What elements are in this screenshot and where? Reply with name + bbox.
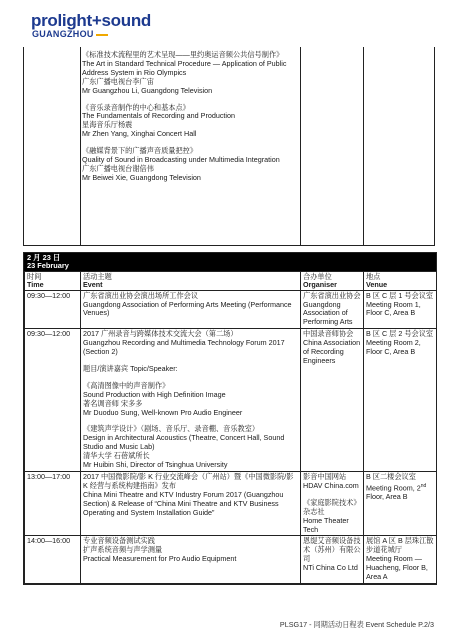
header-time-en: Time bbox=[27, 279, 44, 289]
logo-accent-bar bbox=[96, 34, 108, 36]
row-event bbox=[81, 329, 301, 472]
row-time: 09:30—12:00 bbox=[25, 329, 81, 472]
venue-en: Meeting Room — Huacheng, Floor B, Area A bbox=[366, 554, 428, 582]
logo-city-text: GUANGZHOU bbox=[32, 29, 94, 39]
header-organiser bbox=[301, 272, 364, 291]
speaker-en: Mr Duoduo Sung, Well-known Pro Audio Engineer bbox=[83, 407, 243, 417]
talk-title-cn: 《建筑声学设计》（剧场、音乐厅、录音棚、音乐教室） bbox=[83, 424, 260, 434]
organiser-cn: 影音中国网站 bbox=[303, 472, 347, 481]
venue-en-part: Floor, Area B bbox=[366, 492, 408, 502]
prolight-sound-logo bbox=[31, 12, 151, 39]
table-row bbox=[25, 536, 437, 584]
speaker-cn: 清华大学 石蓓斌所长 bbox=[83, 451, 150, 461]
day-header bbox=[24, 253, 436, 271]
row-organiser bbox=[301, 472, 364, 536]
header-event-en: Event bbox=[83, 279, 103, 289]
day-date-en: 23 February bbox=[27, 261, 69, 271]
speaker-en: Mr Zhen Yang, Xinghai Concert Hall bbox=[82, 129, 197, 139]
header-organiser-cn: 合办单位 bbox=[303, 272, 332, 281]
organiser-cn: 中国录音师协会 bbox=[303, 329, 354, 339]
talk-title-cn: 《融媒背景下的广播声音质量把控》 bbox=[82, 146, 198, 156]
talk-title-en: Quality of Sound in Broadcasting under Multimedia Integration bbox=[82, 155, 280, 165]
column-divider bbox=[80, 47, 81, 245]
header-time-cn: 时间 bbox=[27, 272, 42, 281]
event-title-en: China Mini Theatre and KTV Industry Forum 2017 (Guangzhou Section) & Release of “China Mini Theatre and KTV Business Operating and System Installation Guide” bbox=[83, 489, 284, 517]
table-header-row bbox=[25, 272, 437, 291]
speaker-cn: 广东广播电视台李广宙 bbox=[82, 76, 154, 86]
speaker-cn: 广东广播电视台谢倍伟 bbox=[82, 163, 154, 173]
row-venue bbox=[364, 329, 437, 472]
header-venue bbox=[364, 272, 437, 291]
venue-en-ordinal: nd bbox=[420, 482, 427, 489]
speaker-cn: 星海音乐厅杨震 bbox=[82, 120, 133, 130]
organiser-en: China Association of Recording Engineers bbox=[303, 338, 361, 365]
column-divider bbox=[363, 47, 364, 245]
schedule-table-23-feb bbox=[23, 252, 437, 585]
table-row bbox=[25, 472, 437, 536]
venue-en: Meeting Room 2, Floor C, Area B bbox=[366, 338, 421, 357]
row-organiser bbox=[301, 536, 364, 584]
talk-item bbox=[82, 147, 297, 183]
event-title-cn-2: 扩声系统音频与声学测量 bbox=[83, 545, 163, 555]
logo-city bbox=[32, 29, 151, 39]
row-event bbox=[81, 290, 301, 329]
row-time: 14:00—16:00 bbox=[25, 536, 81, 584]
row-venue bbox=[364, 472, 437, 536]
venue-en bbox=[366, 482, 434, 502]
table-row bbox=[25, 290, 437, 329]
event-title-cn: 2017 广州录音与跨媒体技术交流大会（第二场） bbox=[83, 329, 238, 339]
talk-title-en: The Art in Standard Technical Procedure — Application of Public Address System in Rio Olympics bbox=[82, 58, 287, 77]
row-organiser bbox=[301, 329, 364, 472]
talk-title-en: Design in Architectural Acoustics (Theatre, Concert Hall, Sound Studio and Music Lab) bbox=[83, 433, 285, 452]
row-time: 13:00—17:00 bbox=[25, 472, 81, 536]
row-event bbox=[81, 536, 301, 584]
organiser-en: HDAV China.com bbox=[303, 480, 359, 490]
logo-word-prolight: prolight bbox=[31, 11, 92, 30]
organiser-cn: 恩缇艾音频设备技术（苏州）有限公司 bbox=[303, 536, 361, 564]
header-venue-cn: 地点 bbox=[366, 272, 381, 281]
event-title-cn: 广东省演出业协会演出场所工作会议 bbox=[83, 290, 199, 300]
continued-talks bbox=[82, 51, 297, 191]
venue-en-part: Meeting Room, 2 bbox=[366, 483, 421, 493]
header-organiser-en: Organiser bbox=[303, 279, 337, 289]
organiser-cn-2: 《家庭影院技术》杂志社 bbox=[303, 497, 361, 516]
venue-cn: 展馆 A 区 B 层珠江散步道花城厅 bbox=[366, 536, 434, 555]
venue-cn: B 区 C 层 1 号会议室 bbox=[366, 290, 434, 300]
event-title-en: Guangzhou Recording and Multimedia Technology Forum 2017 (Section 2) bbox=[83, 338, 285, 357]
table-row bbox=[25, 329, 437, 472]
header-venue-en: Venue bbox=[366, 279, 388, 289]
column-divider bbox=[300, 47, 301, 245]
topic-speaker-label: 题目/演讲嘉宾 Topic/Speaker: bbox=[83, 363, 178, 373]
logo-plus: + bbox=[91, 11, 102, 30]
event-title-en: Practical Measurement for Pro Audio Equipment bbox=[83, 554, 237, 564]
header-event bbox=[81, 272, 301, 291]
row-time: 09:30—12:00 bbox=[25, 290, 81, 329]
talk-title-en: Sound Production with High Definition Image bbox=[83, 389, 226, 399]
organiser-cn: 广东省演出业协会 bbox=[303, 290, 361, 300]
talk-title-en: The Fundamentals of Recording and Production bbox=[82, 111, 236, 121]
speaker-en: Mr Guangzhou Li, Guangdong Television bbox=[82, 85, 213, 95]
talk-item bbox=[82, 104, 297, 140]
event-title-en: Guangdong Association of Performing Arts Meeting (Performance Venues) bbox=[83, 299, 292, 318]
talk-item bbox=[82, 51, 297, 96]
venue-cn: B 区二楼会议室 bbox=[366, 472, 416, 481]
day-date-cn: 2 月 23 日 bbox=[27, 253, 61, 262]
row-event bbox=[81, 472, 301, 536]
venue-en: Meeting Room 1, Floor C, Area B bbox=[366, 299, 421, 318]
talk-title-cn: 《高清图像中的声音制作》 bbox=[83, 380, 170, 390]
continued-table bbox=[23, 47, 435, 246]
row-venue bbox=[364, 536, 437, 584]
schedule-table bbox=[24, 271, 437, 584]
event-title-cn: 2017 中国微影院/影 K 行业交流峰会（广州站）暨《中国微影院/影 K 经营与系统构建指南》发布 bbox=[83, 472, 294, 490]
venue-cn: B 区 C 层 2 号会议室 bbox=[366, 329, 434, 339]
organiser-en-2: Home Theater Tech bbox=[303, 515, 349, 534]
talk-title-cn: 《标准技术流程里的艺术呈现——里约奥运音频公共信号制作》 bbox=[82, 50, 284, 59]
row-organiser bbox=[301, 290, 364, 329]
logo-word-sound: sound bbox=[101, 11, 152, 30]
organiser-en: NTi China Co Ltd bbox=[303, 563, 358, 573]
event-title-cn: 专业音频设备测试实践 bbox=[83, 536, 155, 546]
talk-title-cn: 《音乐录音制作的中心和基本点》 bbox=[82, 102, 190, 112]
speaker-en: Mr Huibin Shi, Director of Tsinghua University bbox=[83, 460, 228, 470]
header-event-cn: 活动主题 bbox=[83, 272, 112, 281]
header-time bbox=[25, 272, 81, 291]
speaker-en: Mr Beiwei Xie, Guangdong Television bbox=[82, 172, 201, 182]
organiser-en: Guangdong Association of Performing Arts bbox=[303, 299, 353, 327]
speaker-cn: 著名调音师 宋多多 bbox=[83, 398, 143, 408]
row-venue bbox=[364, 290, 437, 329]
page-footer: PLSG17 - 同期活动日程表 Event Schedule P.2/3 bbox=[279, 620, 434, 629]
logo-wordmark bbox=[31, 12, 151, 29]
